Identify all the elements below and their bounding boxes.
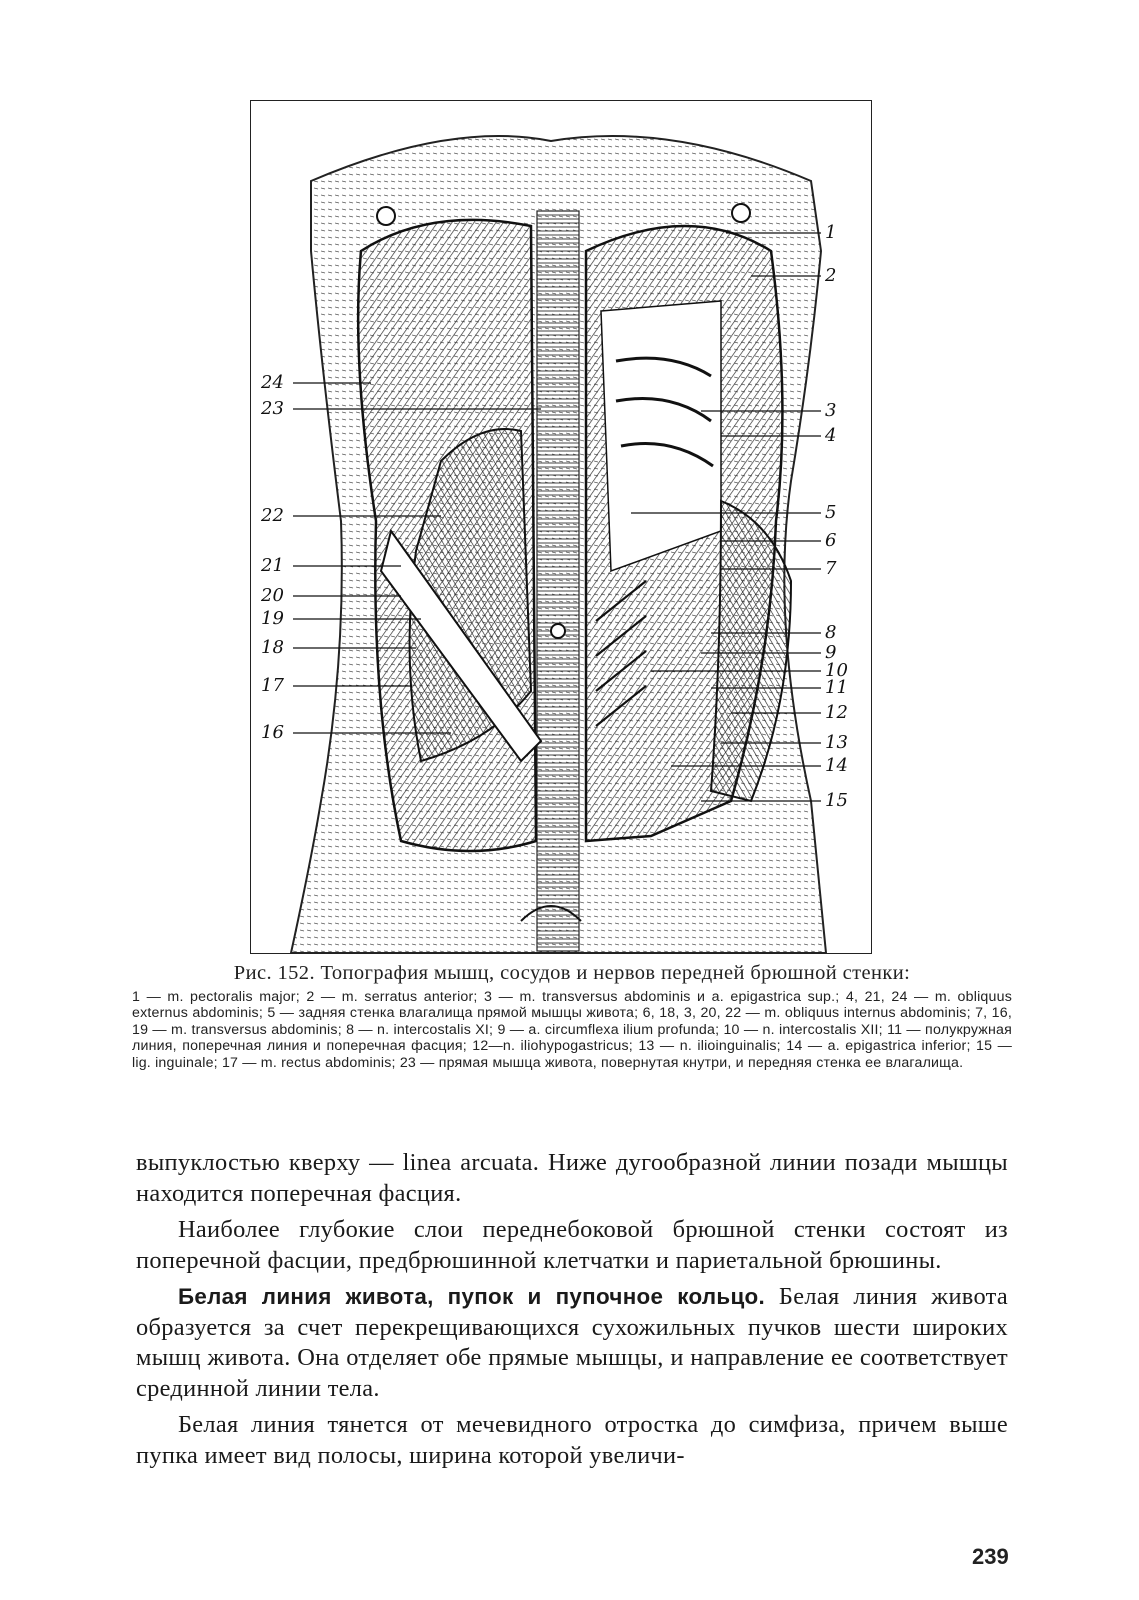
paragraph-1: выпуклостью кверху — linea arcuata. Ниже дугообразной линии позади мышцы находится поперечная фасция.: [136, 1149, 1008, 1207]
label-18: 18: [261, 637, 284, 658]
paragraph-3-text: Белая линия живота образуется за счет перекрещивающихся сухожильных пучков шести широких мышц живота. Она отделяет обе прямые мышцы, и направление ее соответствует срединной линии тела.: [136, 1283, 1009, 1402]
body-text: [136, 1148, 1008, 1471]
label-1: 1: [825, 222, 837, 243]
label-9: 9: [825, 642, 837, 663]
paragraph-4: Белая линия тянется от мечевидного отростка до симфиза, причем выше пупка имеет вид полосы, ширина которой увеличи-: [136, 1411, 1008, 1469]
caption-legend: 1 — m. pectoralis major; 2 — m. serratus anterior; 3 — m. transversus abdominis и a. epigastrica sup.; 4, 21, 24 — m. obliquus externus abdominis; 5 — задняя стенка влагалища прямой мышцы живота; 6, 18, 3, 20, 22 — m. obliquus internus abdominis; 7, 16, 19 — m. transversus abdominis; 8 — n. intercostalis XI; 9 — a. circumflexa ilium profunda; 10 — n. intercostalis XII; 11 — полукружная линия, поперечная линия и поперечная фасция; 12—n. iliohypogastricus; 13 — n. ilioinguinalis; 14 — a. epigastrica inferior; 15 — lig. inguinale; 17 — m. rectus abdominis; 23 — прямая мышца живота, повернутая кнутри, и передняя стенка ее влагалища.: [132, 989, 1012, 1071]
label-3: 3: [825, 400, 837, 421]
label-19: 19: [261, 608, 284, 629]
figure-caption: [132, 962, 1012, 1071]
right-nipple: [732, 204, 750, 222]
label-24: 24: [261, 372, 284, 393]
paragraph-2: Наиболее глубокие слои переднебоковой брюшной стенки состоят из поперечной фасции, предбрюшинной клетчатки и париетальной брюшины.: [136, 1216, 1008, 1274]
label-17: 17: [261, 675, 284, 696]
label-8: 8: [825, 622, 837, 643]
label-5: 5: [825, 502, 837, 523]
label-14: 14: [825, 755, 848, 776]
label-15: 15: [825, 790, 848, 811]
anatomy-illustration: [251, 101, 871, 953]
label-11: 11: [825, 677, 848, 698]
label-16: 16: [261, 722, 284, 743]
label-10: 10: [825, 660, 848, 681]
label-23: 23: [261, 398, 284, 419]
label-7: 7: [825, 558, 837, 579]
linea-alba: [537, 211, 579, 951]
label-22: 22: [261, 505, 284, 526]
left-nipple: [377, 207, 395, 225]
label-6: 6: [825, 530, 837, 551]
label-12: 12: [825, 702, 848, 723]
label-2: 2: [825, 265, 837, 286]
label-20: 20: [261, 585, 284, 606]
label-21: 21: [261, 555, 284, 576]
right-rib-area: [601, 301, 721, 571]
anatomy-figure: [250, 100, 872, 954]
umbilicus: [551, 624, 565, 638]
paragraph-3: [136, 1282, 1008, 1404]
label-4: 4: [825, 425, 837, 446]
caption-title: Рис. 152. Топография мышц, сосудов и нервов передней брюшной стенки:: [233, 962, 911, 984]
label-13: 13: [825, 732, 848, 753]
page-number: 239: [972, 1544, 1009, 1569]
section-heading: Белая линия живота, пупок и пупочное кольцо.: [178, 1284, 766, 1309]
